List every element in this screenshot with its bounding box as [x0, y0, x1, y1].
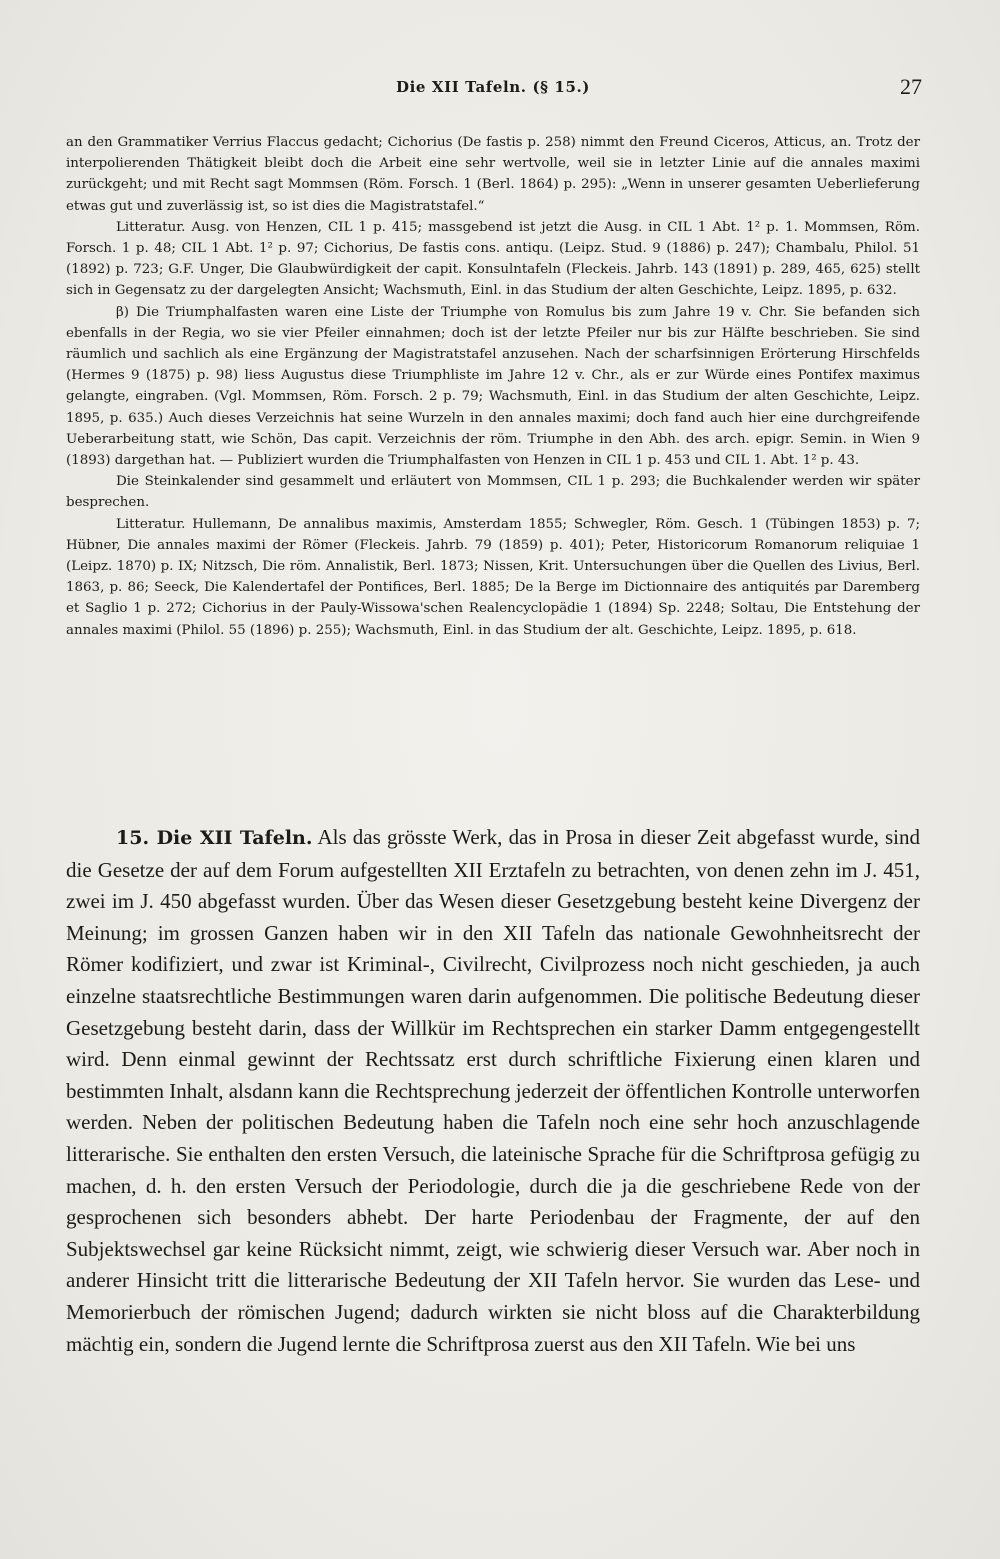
- section-heading: 15. Die XII Tafeln.: [116, 827, 313, 849]
- paragraph-magistratstafel-conclusion: an den Grammatiker Verrius Flaccus gedacht; Cichorius (De fastis p. 258) nimmt den Freund Ciceros, Atticus, an. Trotz der interpolierenden Thätigkeit bleibt doch die Arbeit eine sehr wertvolle, weil sie in letzter Linie auf die annales maximi zurückgeht; und mit Recht sagt Mommsen (Röm. Forsch. 1 (Berl. 1864) p. 295): „Wenn in unserer gesamten Ueberlieferung etwas gut und zuverlässig ist, so ist dies die Magistratstafel.“: [66, 135, 920, 214]
- paragraph-litteratur-fasti: Litteratur. Ausg. von Henzen, CIL 1 p. 415; massgebend ist jetzt die Ausg. in CIL 1 Abt. 1² p. 1. Mommsen, Röm. Forsch. 1 p. 48; CIL 1 Abt. 1² p. 97; Cichorius, De fastis cons. antiqu. (Leipz. Stud. 9 (1886) p. 247); Chambalu, Philol. 51 (1892) p. 723; G.F. Unger, Die Glaubwürdigkeit der capit. Konsulntafeln (Fleckeis. Jahrb. 143 (1891) p. 289, 465, 625) stellt sich in Gegensatz zu der dargelegten Ansicht; Wachsmuth, Einl. in das Studium der alten Geschichte, Leipz. 1895, p. 632.: [66, 219, 920, 299]
- paragraph-triumphalfasten: β) Die Triumphalfasten waren eine Liste der Triumphe von Romulus bis zum Jahre 19 v. Chr. Sie befanden sich ebenfalls in der Regia, wo sie vier Pfeiler einnahmen; doch ist der letzte Pfeiler nur bis zur Hälfte beschrieben. Sie sind räumlich und sachlich als eine Ergänzung der Magistratstafel anzusehen. Nach der scharfsinnigen Erörterung Hirschfelds (Hermes 9 (1875) p. 98) liess Augustus diese Triumphliste im Jahre 12 v. Chr., als er zur Würde eines Pontifex maximus gelangte, eingraben. (Vgl. Mommsen, Röm. Forsch. 2 p. 79; Wachsmuth, Einl. in das Studium der alten Geschichte, Leipz. 1895, p. 635.) Auch dieses Verzeichnis hat seine Wurzeln in den annales maximi; doch fand auch hier eine durchgreifende Ueberarbeitung statt, wie Schön, Das capit. Verzeichnis der röm. Triumphe in den Abh. des arch. epigr. Semin. in Wien 9 (1893) dargethan hat. — Publiziert wurden die Triumphalfasten von Henzen in CIL 1 p. 453 und CIL 1. Abt. 1² p. 43.: [66, 304, 920, 469]
- section-body: Als das grösste Werk, das in Prosa in dieser Zeit abgefasst wurde, sind die Gesetze der auf dem Forum aufgestellten XII Erztafeln zu betrachten, von denen zehn im J. 451, zwei im J. 450 abgefasst wurden. Über das Wesen dieser Gesetzgebung besteht keine Divergenz der Meinung; im grossen Ganzen haben wir in den XII Tafeln das nationale Gewohnheitsrecht der Römer kodifiziert, und zwar ist Kriminal-, Civilrecht, Civilprozess noch nicht geschieden, ja auch einzelne staatsrechtliche Bestimmungen waren darin aufgenommen. Die politische Bedeutung dieser Gesetzgebung besteht darin, dass der Willkür im Rechtsprechen ein starker Damm entgegengestellt wird. Denn einmal gewinnt der Rechtssatz erst durch schriftliche Fixierung einen klaren und bestimmten Inhalt, alsdann kann die Rechtsprechung jederzeit der öffentlichen Kontrolle unterworfen werden. Neben der politischen Bedeutung haben die Tafeln noch eine sehr hoch anzuschlagende litterarische. Sie enthalten den ersten Versuch, die lateinische Sprache für die Schriftprosa gefügig zu machen, d. h. den ersten Versuch der Periodologie, durch die ja die geschriebene Rede von der gesprochenen sich besonders abhebt. Der harte Periodenbau der Fragmente, der auf den Subjektswechsel gar keine Rücksicht nimmt, zeigt, wie schwierig dieser Versuch war. Aber noch in anderer Hinsicht tritt die litterarische Bedeutung der XII Tafeln hervor. Sie wurden das Lese- und Memorierbuch der römischen Jugend; dadurch wirkten sie nicht bloss auf die Charakterbildung mächtig ein, sondern die Jugend lernte die Schriftprosa zuerst aus den XII Tafeln. Wie bei uns: [66, 825, 920, 1356]
- paragraph-xii-tafeln: [66, 822, 920, 1360]
- paragraph-litteratur-annales: Litteratur. Hullemann, De annalibus maximis, Amsterdam 1855; Schwegler, Röm. Gesch. 1 (Tübingen 1853) p. 7; Hübner, Die annales maximi der Römer (Fleckeis. Jahrb. 79 (1859) p. 401); Peter, Historicorum Romanorum reliquiae 1 (Leipz. 1870) p. IX; Nitzsch, Die röm. Annalistik, Berl. 1873; Nissen, Krit. Untersuchungen über die Quellen des Livius, Berl. 1863, p. 86; Seeck, Die Kalendertafel der Pontifices, Berl. 1885; De la Berge im Dictionnaire des antiquités par Daremberg et Saglio 1 p. 272; Cichorius in der Pauly-Wissowa'schen Realencyclopädie 1 (1894) Sp. 2248; Soltau, Die Entstehung der annales maximi (Philol. 55 (1896) p. 255); Wachsmuth, Einl. in das Studium der alt. Geschichte, Leipz. 1895, p. 618.: [66, 516, 920, 638]
- small-print-section: [66, 132, 920, 641]
- running-title: Die XII Tafeln. (§ 15.): [395, 78, 590, 96]
- paragraph-steinkalender: Die Steinkalender sind gesammelt und erläutert von Mommsen, CIL 1 p. 293; die Buchkalender werden wir später besprechen.: [66, 474, 920, 511]
- page-number: 27: [900, 74, 922, 99]
- page-header: [66, 74, 922, 108]
- main-text-section: [66, 822, 920, 1360]
